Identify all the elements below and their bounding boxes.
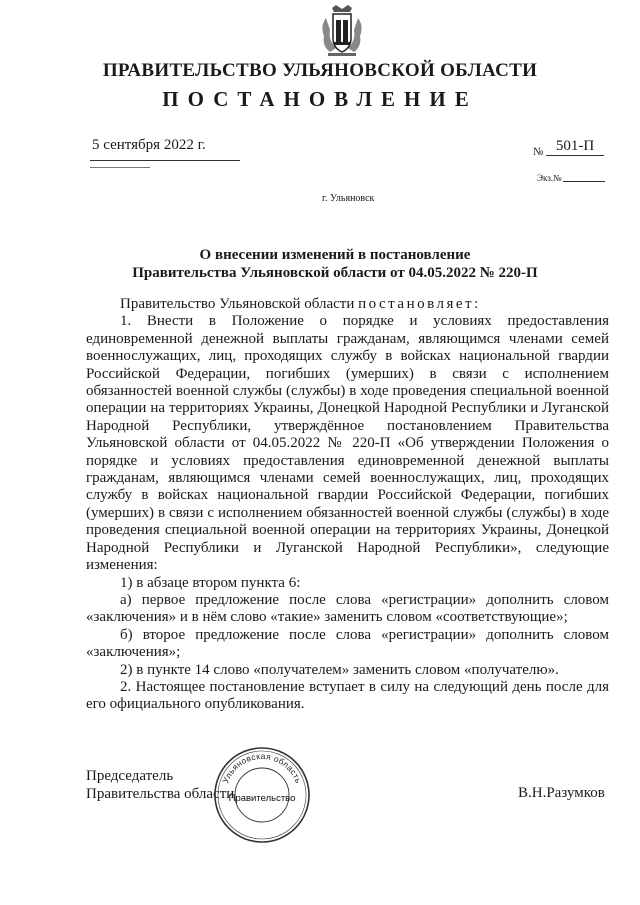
preamble-verb: постановляет: xyxy=(358,296,481,312)
city: г. Ульяновск xyxy=(322,193,375,204)
document-body xyxy=(86,296,609,714)
paragraph-sub-2: 2) в пункте 14 слово «получателем» заменить словом «получателю». xyxy=(120,661,559,678)
signatory-role-line-2: Правительства области xyxy=(86,786,235,802)
paragraph-sub-1: 1) в абзаце втором пункта 6: xyxy=(120,574,301,591)
paragraph-sub-1a: а) первое предложение после слова «регистрации» дополнить словом «заключения» и в нём слово «такие» заменить словом «соответствующие»; xyxy=(86,591,609,626)
document-date: 5 сентября 2022 г. xyxy=(92,137,206,153)
document-number: 501-П xyxy=(546,138,604,156)
coat-of-arms-emblem xyxy=(318,4,366,58)
seal-center-text: Правительство xyxy=(228,793,296,804)
title-line-2: Правительства Ульяновской области от 04.05.2022 № 220-П xyxy=(132,265,538,281)
document-title xyxy=(100,246,570,282)
paragraph-sub-1b: б) второе предложение после слова «регистрации» дополнить словом «заключения»; xyxy=(86,626,609,661)
government-name: ПРАВИТЕЛЬСТВО УЛЬЯНОВСКОЙ ОБЛАСТИ xyxy=(102,60,538,81)
date-underline xyxy=(90,160,240,161)
title-line-1: О внесении изменений в постановление xyxy=(199,247,471,263)
document-type: ПОСТАНОВЛЕНИЕ xyxy=(162,87,478,111)
copy-number-underline xyxy=(563,181,605,182)
official-seal-stamp xyxy=(212,745,312,845)
date-underline-secondary xyxy=(90,167,150,168)
number-sign: № xyxy=(533,146,544,158)
signatory-name: В.Н.Разумков xyxy=(518,785,605,801)
seal-ring-text: Ульяновская область xyxy=(220,750,304,785)
preamble xyxy=(86,296,609,313)
preamble-prefix: Правительство Ульяновской области xyxy=(120,296,355,312)
copy-number-label: Экз.№ xyxy=(537,173,562,183)
paragraph-item-2: 2. Настоящее постановление вступает в силу на следующий день после для его официального опубликования. xyxy=(86,678,609,713)
signatory-role-line-1: Председатель xyxy=(86,768,174,784)
paragraph-item-1: 1. Внести в Положение о порядке и условиях предоставления единовременной денежной выплаты гражданам, являющимся членами семей военнослужащих, лиц, проходящих службу в войсках национальной гвардии Российской Федерации, погибших (умерших) в связи с исполнением обязанностей военной службы (службы) в ходе проведения специальной военной операции на территориях Украины, Донецкой Народной Республики и Луганской Народной Республики, утверждённое постановлением Правительства Ульяновской области от 04.05.2022 № 220-П «Об утверждении Положения о порядке и условиях предоставления единовременной денежной выплаты гражданам, являющимся членами семей военнослужащих, лиц, проходящих службу в войсках национальной гвардии Российской Федерации, погибших (умерших) в связи с исполнением обязанностей военной службы (службы) в ходе проведения специальной военной операции на территориях Украины, Донецкой Народной Республики и Луганской Народной Республики», следующие изменения: xyxy=(86,313,609,574)
